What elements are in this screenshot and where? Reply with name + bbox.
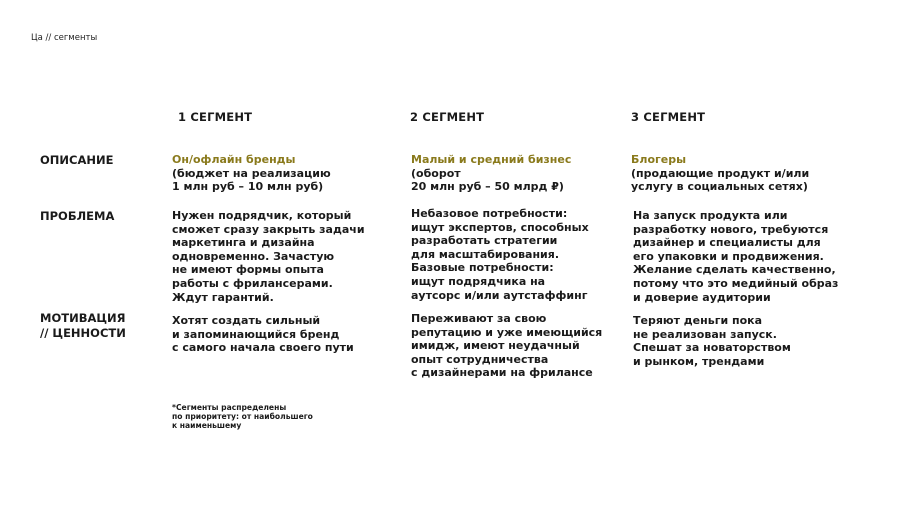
segment-3-heading: 3 СЕГМЕНТ: [631, 110, 706, 124]
segment-3-description: [631, 153, 809, 194]
segment-3-description-body: (продающие продукт и/или услугу в социальных сетях): [631, 166, 810, 194]
row-label-problem: ПРОБЛЕМА: [40, 209, 115, 223]
segment-1-problem: Нужен подрядчик, который сможет сразу закрыть задачи маркетинга и дизайна одновременно. Зачастую не имеют формы опыта работы с фрилансерами. Ждут гарантий.: [172, 209, 365, 304]
breadcrumb: Ца // сегменты: [31, 33, 98, 43]
segment-2-problem: Небазовое потребности: ищут экспертов, способных разработать стратегии для масштабирования. Базовые потребности: ищут подрядчика на аутсорс и/или аутстаффинг: [411, 207, 589, 302]
row-label-description: ОПИСАНИЕ: [40, 153, 114, 167]
segment-2-description-body: (оборот 20 млн руб – 50 млрд ₽): [411, 166, 564, 194]
segment-3-problem: На запуск продукта или разработку нового, требуются дизайнер и специалисты для его упаковки и продвижения. Желание сделать качественно, потому что это медийный образ и доверие аудитории: [633, 209, 839, 304]
row-label-motivation: МОТИВАЦИЯ // ЦЕННОСТИ: [40, 311, 126, 340]
segment-1-description: [172, 153, 331, 194]
segment-2-motivation: Переживают за свою репутацию и уже имеющийся имидж, имеют неудачный опыт сотрудничества с дизайнерами на фрилансе: [411, 312, 603, 380]
segment-2-description: [411, 153, 571, 194]
segment-3-motivation: Теряют деньги пока не реализован запуск. Спешат за новаторством и рынком, трендами: [633, 314, 791, 368]
segment-1-description-body: (бюджет на реализацию 1 млн руб – 10 млн руб): [172, 166, 331, 194]
segment-2-heading: 2 СЕГМЕНТ: [410, 110, 485, 124]
segment-1-description-title: Он/офлайн бренды: [172, 153, 296, 166]
footnote: *Сегменты распределены по приоритету: от наибольшего к наименьшему: [172, 403, 313, 431]
segment-3-description-title: Блогеры: [631, 153, 687, 166]
segment-2-description-title: Малый и средний бизнес: [411, 153, 572, 166]
segment-1-heading: 1 СЕГМЕНТ: [178, 110, 253, 124]
segment-1-motivation: Хотят создать сильный и запоминающийся бренд с самого начала своего пути: [172, 314, 354, 355]
